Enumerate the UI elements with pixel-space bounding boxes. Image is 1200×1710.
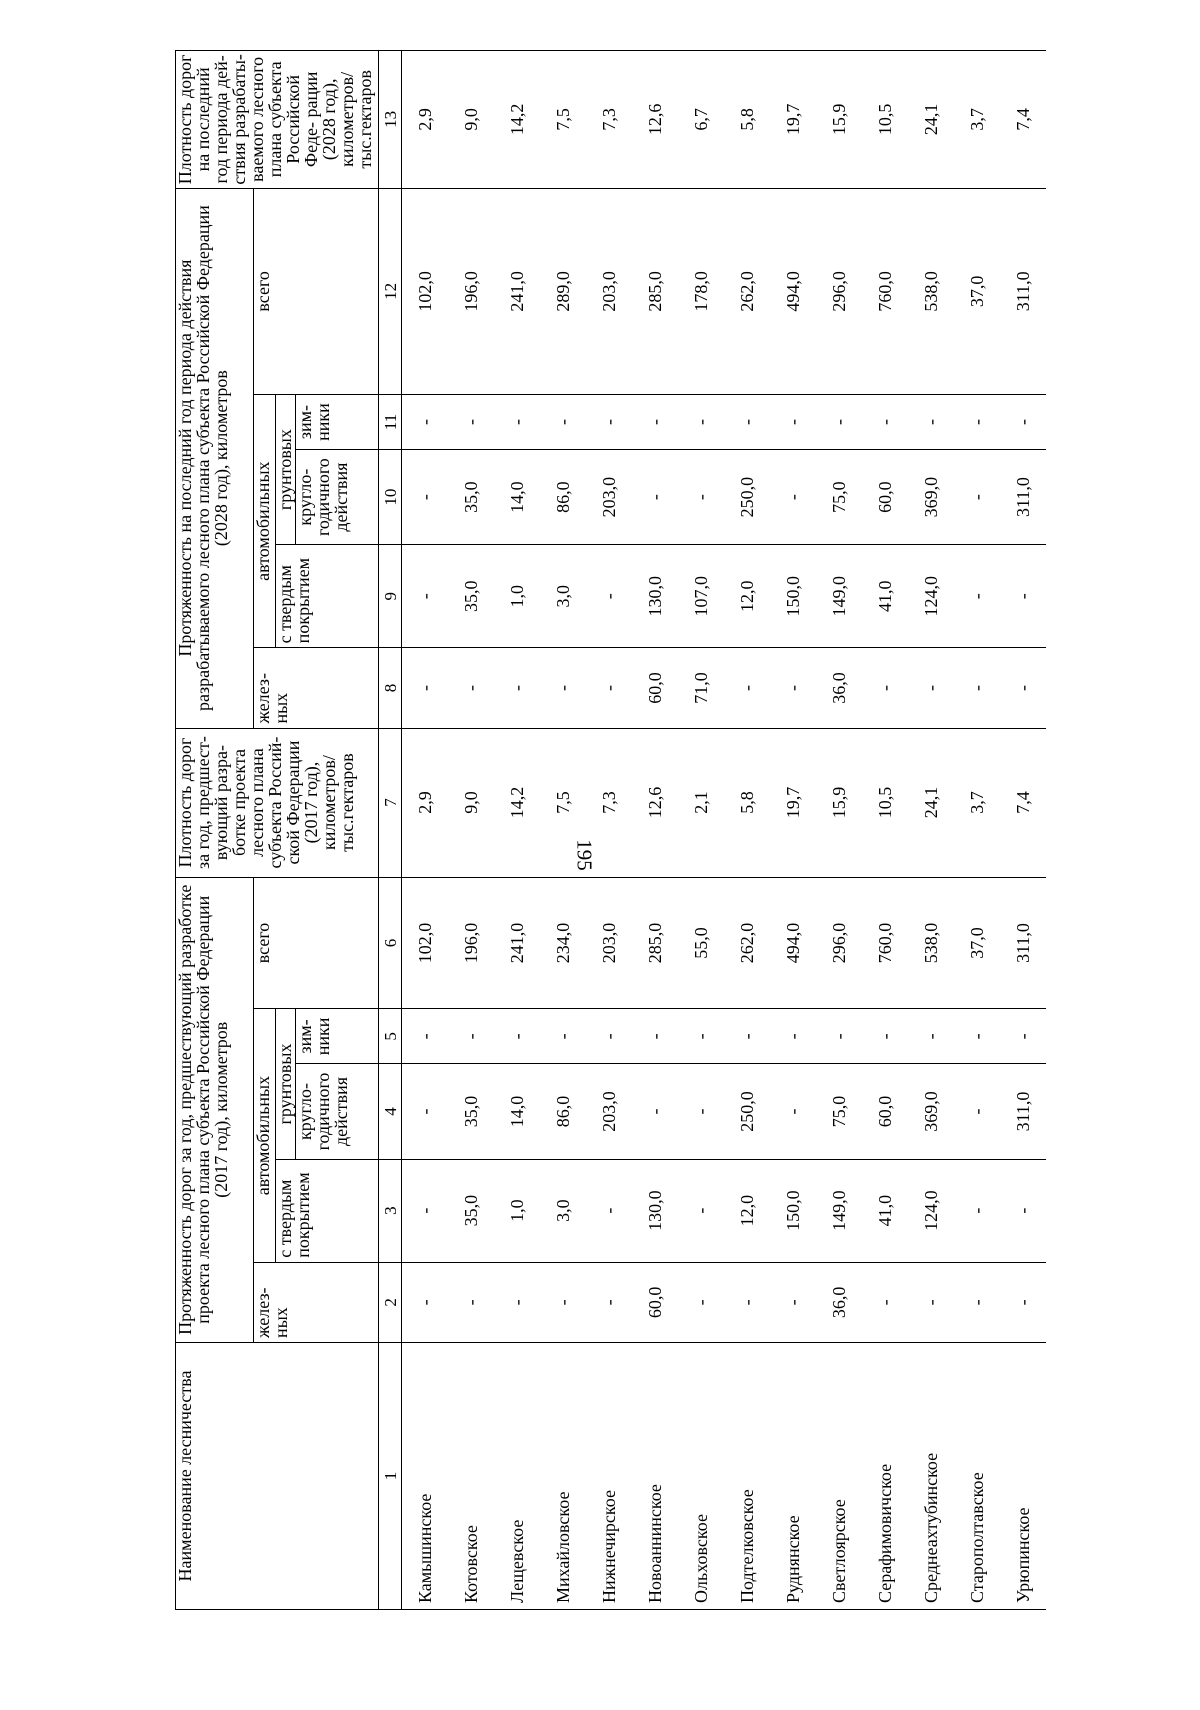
cell-value: -	[402, 545, 449, 648]
forestry-name: Руднянское	[770, 1342, 816, 1609]
cell-value: 75,0	[816, 450, 862, 545]
cell-value: 6,7	[678, 51, 724, 189]
cell-value: 203,0	[586, 1064, 632, 1159]
cell-value: -	[494, 1009, 540, 1064]
cell-value: 102,0	[402, 877, 449, 1009]
cell-value: -	[678, 1159, 724, 1262]
cell-value: 178,0	[678, 188, 724, 394]
cell-value: 241,0	[494, 877, 540, 1009]
cell-value: 124,0	[908, 1159, 954, 1262]
cell-value: 71,0	[678, 648, 724, 728]
cell-value: -	[540, 1262, 586, 1342]
column-number: 7	[379, 728, 402, 877]
cell-value: -	[724, 1262, 770, 1342]
cell-value: -	[770, 1009, 816, 1064]
cell-value: 262,0	[724, 188, 770, 394]
column-number-row	[379, 51, 402, 1610]
cell-value: 311,0	[1000, 1064, 1046, 1159]
cell-value: 296,0	[816, 877, 862, 1009]
cell-value: 2,1	[678, 728, 724, 877]
cell-value: 285,0	[632, 877, 678, 1009]
cell-value: 3,0	[540, 545, 586, 648]
cell-value: 35,0	[448, 1159, 494, 1262]
cell-value: -	[770, 450, 816, 545]
cell-value: -	[586, 1159, 632, 1262]
cell-value: -	[908, 1009, 954, 1064]
cell-value: -	[862, 648, 908, 728]
cell-value: 60,0	[632, 648, 678, 728]
forestry-name: Михайловское	[540, 1342, 586, 1609]
cell-value: 15,9	[816, 51, 862, 189]
cell-value: -	[402, 395, 449, 450]
cell-value: 14,0	[494, 450, 540, 545]
header-total-2017: всего	[254, 877, 379, 1009]
table-row	[402, 51, 449, 1610]
cell-value: 35,0	[448, 545, 494, 648]
header-density-2028: Плотность дорог на последний год периода дей- ствия разрабаты- ваемого лесного плана субъекта Российской Феде- рации (2028 год), километров/ тыс.гектаров	[176, 51, 379, 189]
header-hard-2028: с твердым покрытием	[276, 545, 379, 648]
cell-value: 15,9	[816, 728, 862, 877]
cell-value: 19,7	[770, 51, 816, 189]
cell-value: -	[770, 1064, 816, 1159]
cell-value: 760,0	[862, 877, 908, 1009]
table-row	[724, 51, 770, 1610]
cell-value: 10,5	[862, 51, 908, 189]
cell-value: -	[1000, 545, 1046, 648]
header-total-2028: всего	[254, 188, 379, 394]
forest-roads-table	[175, 50, 1046, 1610]
cell-value: -	[1000, 395, 1046, 450]
cell-value: -	[586, 1262, 632, 1342]
cell-value: 311,0	[1000, 188, 1046, 394]
cell-value: 60,0	[632, 1262, 678, 1342]
cell-value: 150,0	[770, 545, 816, 648]
header-winter-2028: зим- ники	[296, 395, 379, 450]
table-row	[862, 51, 908, 1610]
cell-value: -	[402, 648, 449, 728]
cell-value: 12,0	[724, 545, 770, 648]
cell-value: 60,0	[862, 450, 908, 545]
header-auto-2017: автомобильных	[254, 1009, 276, 1262]
column-number: 9	[379, 545, 402, 648]
cell-value: 41,0	[862, 545, 908, 648]
cell-value: -	[954, 1159, 1000, 1262]
cell-value: -	[448, 395, 494, 450]
cell-value: -	[862, 1262, 908, 1342]
cell-value: -	[1000, 1009, 1046, 1064]
cell-value: 296,0	[816, 188, 862, 394]
cell-value: -	[402, 1159, 449, 1262]
cell-value: 538,0	[908, 188, 954, 394]
cell-value: -	[770, 395, 816, 450]
column-number: 12	[379, 188, 402, 394]
cell-value: 369,0	[908, 1064, 954, 1159]
cell-value: -	[402, 1262, 449, 1342]
header-name: Наименование лесничества	[176, 1342, 379, 1609]
cell-value: -	[494, 648, 540, 728]
cell-value: -	[494, 395, 540, 450]
cell-value: 7,4	[1000, 51, 1046, 189]
cell-value: -	[540, 395, 586, 450]
table-row	[494, 51, 540, 1610]
column-number: 3	[379, 1159, 402, 1262]
cell-value: -	[448, 1262, 494, 1342]
cell-value: 36,0	[816, 1262, 862, 1342]
cell-value: 124,0	[908, 545, 954, 648]
cell-value: 234,0	[540, 877, 586, 1009]
cell-value: -	[908, 648, 954, 728]
cell-value: 2,9	[402, 728, 449, 877]
cell-value: 12,6	[632, 51, 678, 189]
cell-value: 250,0	[724, 1064, 770, 1159]
cell-value: 24,1	[908, 728, 954, 877]
header-length-2028: Протяженность на последний год периода действия разрабатываемого лесного плана субъекта Российской Федерации (2028 год), километров	[176, 188, 254, 728]
table-header	[176, 51, 402, 1610]
cell-value: 14,2	[494, 51, 540, 189]
cell-value: 538,0	[908, 877, 954, 1009]
cell-value: 311,0	[1000, 877, 1046, 1009]
cell-value: 494,0	[770, 188, 816, 394]
cell-value: 1,0	[494, 545, 540, 648]
column-number: 4	[379, 1064, 402, 1159]
cell-value: 130,0	[632, 545, 678, 648]
cell-value: 5,8	[724, 728, 770, 877]
forestry-name: Ольховское	[678, 1342, 724, 1609]
column-number: 11	[379, 395, 402, 450]
cell-value: 14,0	[494, 1064, 540, 1159]
forestry-name: Светлоярское	[816, 1342, 862, 1609]
table-row	[678, 51, 724, 1610]
column-number: 8	[379, 648, 402, 728]
cell-value: -	[678, 1009, 724, 1064]
cell-value: -	[724, 1009, 770, 1064]
cell-value: -	[954, 1009, 1000, 1064]
cell-value: -	[770, 648, 816, 728]
table-row	[1000, 51, 1046, 1610]
cell-value: -	[678, 450, 724, 545]
cell-value: -	[954, 1262, 1000, 1342]
cell-value: 60,0	[862, 1064, 908, 1159]
cell-value: 7,3	[586, 728, 632, 877]
cell-value: 250,0	[724, 450, 770, 545]
cell-value: -	[954, 1064, 1000, 1159]
forestry-name: Новоаннинское	[632, 1342, 678, 1609]
table-row	[586, 51, 632, 1610]
cell-value: -	[908, 1262, 954, 1342]
cell-value: 203,0	[586, 450, 632, 545]
cell-value: 1,0	[494, 1159, 540, 1262]
cell-value: -	[586, 648, 632, 728]
cell-value: 75,0	[816, 1064, 862, 1159]
cell-value: -	[1000, 648, 1046, 728]
cell-value: 203,0	[586, 188, 632, 394]
cell-value: -	[402, 1009, 449, 1064]
table-row	[954, 51, 1000, 1610]
cell-value: 14,2	[494, 728, 540, 877]
cell-value: 494,0	[770, 877, 816, 1009]
cell-value: 2,9	[402, 51, 449, 189]
cell-value: 24,1	[908, 51, 954, 189]
cell-value: -	[1000, 1159, 1046, 1262]
cell-value: 311,0	[1000, 450, 1046, 545]
column-number: 2	[379, 1262, 402, 1342]
header-winter-2017: зим- ники	[296, 1009, 379, 1064]
cell-value: 130,0	[632, 1159, 678, 1262]
table-row	[770, 51, 816, 1610]
cell-value: -	[540, 648, 586, 728]
cell-value: 37,0	[954, 877, 1000, 1009]
cell-value: 86,0	[540, 450, 586, 545]
table-row	[448, 51, 494, 1610]
cell-value: -	[724, 648, 770, 728]
rotated-table-sheet	[175, 50, 1200, 1610]
cell-value: 3,7	[954, 728, 1000, 877]
cell-value: 203,0	[586, 877, 632, 1009]
cell-value: -	[862, 1009, 908, 1064]
cell-value: 107,0	[678, 545, 724, 648]
cell-value: 7,3	[586, 51, 632, 189]
header-yearround-2028: кругло- годичного действия	[296, 450, 379, 545]
cell-value: -	[632, 1009, 678, 1064]
forestry-name: Лещевское	[494, 1342, 540, 1609]
table-row	[908, 51, 954, 1610]
cell-value: -	[586, 395, 632, 450]
table-row	[632, 51, 678, 1610]
cell-value: 262,0	[724, 877, 770, 1009]
cell-value: -	[540, 1009, 586, 1064]
cell-value: -	[862, 395, 908, 450]
cell-value: 285,0	[632, 188, 678, 394]
cell-value: -	[770, 1262, 816, 1342]
header-length-2017: Протяженность дорог за год, предшествующий разработке проекта лесного плана субъекта Российской Федерации (2017 год), километров	[176, 877, 254, 1342]
forestry-name: Среднеахтубинское	[908, 1342, 954, 1609]
cell-value: 7,5	[540, 51, 586, 189]
header-rail-2028: желез- ных	[254, 648, 379, 728]
cell-value: 36,0	[816, 648, 862, 728]
cell-value: 196,0	[448, 877, 494, 1009]
cell-value: -	[954, 648, 1000, 728]
cell-value: 7,4	[1000, 728, 1046, 877]
cell-value: 5,8	[724, 51, 770, 189]
header-density-2017: Плотность дорог за год, предшест- вующий разра- ботке проекта лесного плана субъекта Россий- ской Федерации (2017 год), километров/ тыс.гектаров	[176, 728, 379, 877]
cell-value: 3,0	[540, 1159, 586, 1262]
table-row	[540, 51, 586, 1610]
page-number: 195	[572, 839, 597, 871]
cell-value: -	[816, 1009, 862, 1064]
cell-value: -	[908, 395, 954, 450]
cell-value: -	[402, 1064, 449, 1159]
header-hard-2017: с твердым покрытием	[276, 1159, 379, 1262]
cell-value: 12,0	[724, 1159, 770, 1262]
header-dirt-2017: грунтовых	[276, 1009, 296, 1159]
column-number: 6	[379, 877, 402, 1009]
cell-value: -	[954, 545, 1000, 648]
table-row	[816, 51, 862, 1610]
cell-value: 149,0	[816, 545, 862, 648]
cell-value: 102,0	[402, 188, 449, 394]
cell-value: 150,0	[770, 1159, 816, 1262]
cell-value: -	[632, 450, 678, 545]
column-number: 13	[379, 51, 402, 189]
cell-value: -	[954, 395, 1000, 450]
cell-value: 760,0	[862, 188, 908, 394]
header-dirt-2028: грунтовых	[276, 395, 296, 545]
cell-value: -	[402, 450, 449, 545]
forestry-name: Подтелковское	[724, 1342, 770, 1609]
header-yearround-2017: кругло- годичного действия	[296, 1064, 379, 1159]
cell-value: 9,0	[448, 51, 494, 189]
cell-value: 35,0	[448, 450, 494, 545]
cell-value: -	[632, 395, 678, 450]
cell-value: -	[954, 450, 1000, 545]
cell-value: 86,0	[540, 1064, 586, 1159]
cell-value: -	[494, 1262, 540, 1342]
table-body	[402, 51, 1047, 1610]
cell-value: 35,0	[448, 1064, 494, 1159]
cell-value: -	[448, 1009, 494, 1064]
forestry-name: Серафимовичское	[862, 1342, 908, 1609]
cell-value: -	[1000, 1262, 1046, 1342]
cell-value: -	[632, 1064, 678, 1159]
cell-value: 3,7	[954, 51, 1000, 189]
cell-value: 289,0	[540, 188, 586, 394]
cell-value: -	[586, 1009, 632, 1064]
cell-value: -	[448, 648, 494, 728]
cell-value: 241,0	[494, 188, 540, 394]
forestry-name: Камышинское	[402, 1342, 449, 1609]
cell-value: 19,7	[770, 728, 816, 877]
forestry-name: Урюпинское	[1000, 1342, 1046, 1609]
cell-value: 37,0	[954, 188, 1000, 394]
cell-value: 7,5	[540, 728, 586, 877]
cell-value: 369,0	[908, 450, 954, 545]
cell-value: -	[816, 395, 862, 450]
cell-value: 41,0	[862, 1159, 908, 1262]
cell-value: -	[678, 1064, 724, 1159]
header-auto-2028: автомобильных	[254, 395, 276, 648]
cell-value: -	[678, 1262, 724, 1342]
cell-value: 196,0	[448, 188, 494, 394]
column-number: 10	[379, 450, 402, 545]
cell-value: 10,5	[862, 728, 908, 877]
cell-value: -	[586, 545, 632, 648]
cell-value: 149,0	[816, 1159, 862, 1262]
forestry-name: Котовское	[448, 1342, 494, 1609]
column-number: 1	[379, 1342, 402, 1609]
column-number: 5	[379, 1009, 402, 1064]
forestry-name: Нижнечирское	[586, 1342, 632, 1609]
cell-value: 55,0	[678, 877, 724, 1009]
cell-value: 12,6	[632, 728, 678, 877]
header-rail-2017: желез- ных	[254, 1262, 379, 1342]
forestry-name: Старополтавское	[954, 1342, 1000, 1609]
cell-value: 9,0	[448, 728, 494, 877]
cell-value: -	[678, 395, 724, 450]
cell-value: -	[724, 395, 770, 450]
